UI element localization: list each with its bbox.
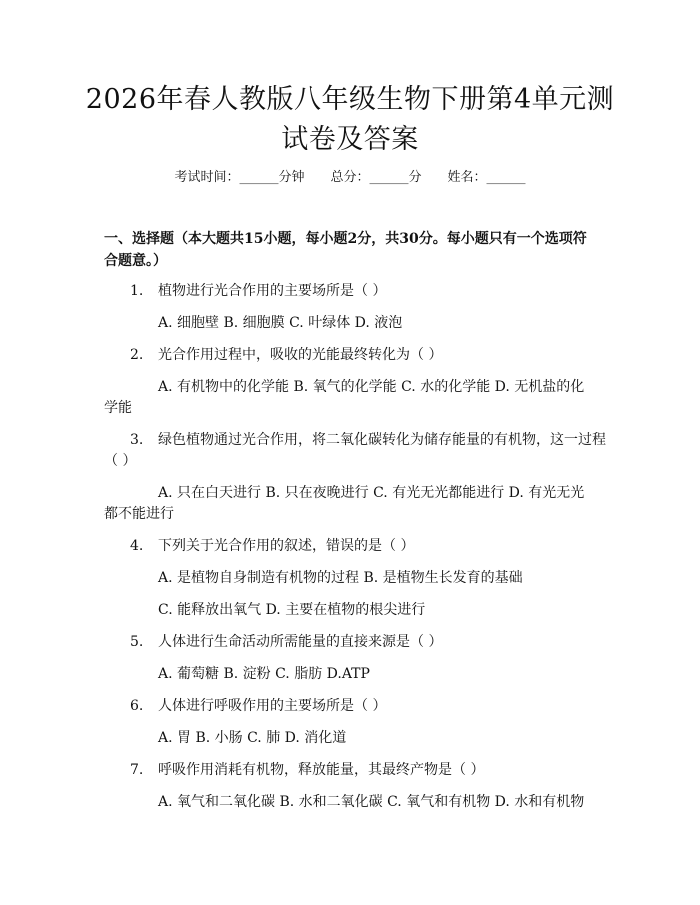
question-options: A. 细胞壁 B. 细胞膜 C. 叶绿体 D. 液泡 xyxy=(158,315,403,331)
question-stem: 人体进行生命活动所需能量的直接来源是（ ） xyxy=(158,634,443,650)
question-stem: 人体进行呼吸作用的主要场所是（ ） xyxy=(158,698,387,714)
question-number: 3. xyxy=(130,432,144,448)
section-heading-line-1: 一、选择题（本大题共15小题，每小题2分，共30分。每小题只有一个选项符 xyxy=(104,231,587,247)
page-title-line-1: 2026年春人教版八年级生物下册第4单元测 xyxy=(85,84,615,115)
question-stem: 下列关于光合作用的叙述，错误的是（ ） xyxy=(158,538,415,554)
question-options: A. 氧气和二氧化碳 B. 水和二氧化碳 C. 氧气和有机物 D. 水和有机物 xyxy=(158,794,585,810)
question-options-continued: 学能 xyxy=(104,400,132,416)
question-number: 5. xyxy=(130,634,144,650)
question-stem-continued: （ ） xyxy=(104,453,137,469)
question-stem: 植物进行光合作用的主要场所是（ ） xyxy=(158,283,387,299)
section-heading-line-2: 合题意。） xyxy=(104,253,167,269)
question-options: A. 只在白天进行 B. 只在夜晚进行 C. 有光无光都能进行 D. 有光无光 xyxy=(158,485,585,501)
question-stem: 光合作用过程中，吸收的光能最终转化为（ ） xyxy=(158,347,443,363)
question-number: 6. xyxy=(130,698,144,714)
question-options: C. 能释放出氧气 D. 主要在植物的根尖进行 xyxy=(158,602,426,618)
question-number: 7. xyxy=(130,762,144,778)
page-title-line-2: 试卷及答案 xyxy=(281,124,419,155)
question-options: A. 是植物自身制造有机物的过程 B. 是植物生长发育的基础 xyxy=(158,570,523,586)
question-stem: 呼吸作用消耗有机物，释放能量，其最终产物是（ ） xyxy=(158,762,485,778)
question-stem: 绿色植物通过光合作用，将二氧化碳转化为储存能量的有机物，这一过程 xyxy=(158,432,606,448)
question-options: A. 葡萄糖 B. 淀粉 C. 脂肪 D.ATP xyxy=(158,666,370,682)
question-options: A. 胃 B. 小肠 C. 肺 D. 消化道 xyxy=(158,730,347,746)
exam-meta-info: 考试时间：______分钟 总分：______分 姓名：______ xyxy=(174,170,526,185)
question-number: 1. xyxy=(130,283,144,299)
question-options-continued: 都不能进行 xyxy=(104,506,174,522)
question-number: 2. xyxy=(130,347,144,363)
question-number: 4. xyxy=(130,538,144,554)
question-options: A. 有机物中的化学能 B. 氧气的化学能 C. 水的化学能 D. 无机盐的化 xyxy=(158,379,585,395)
